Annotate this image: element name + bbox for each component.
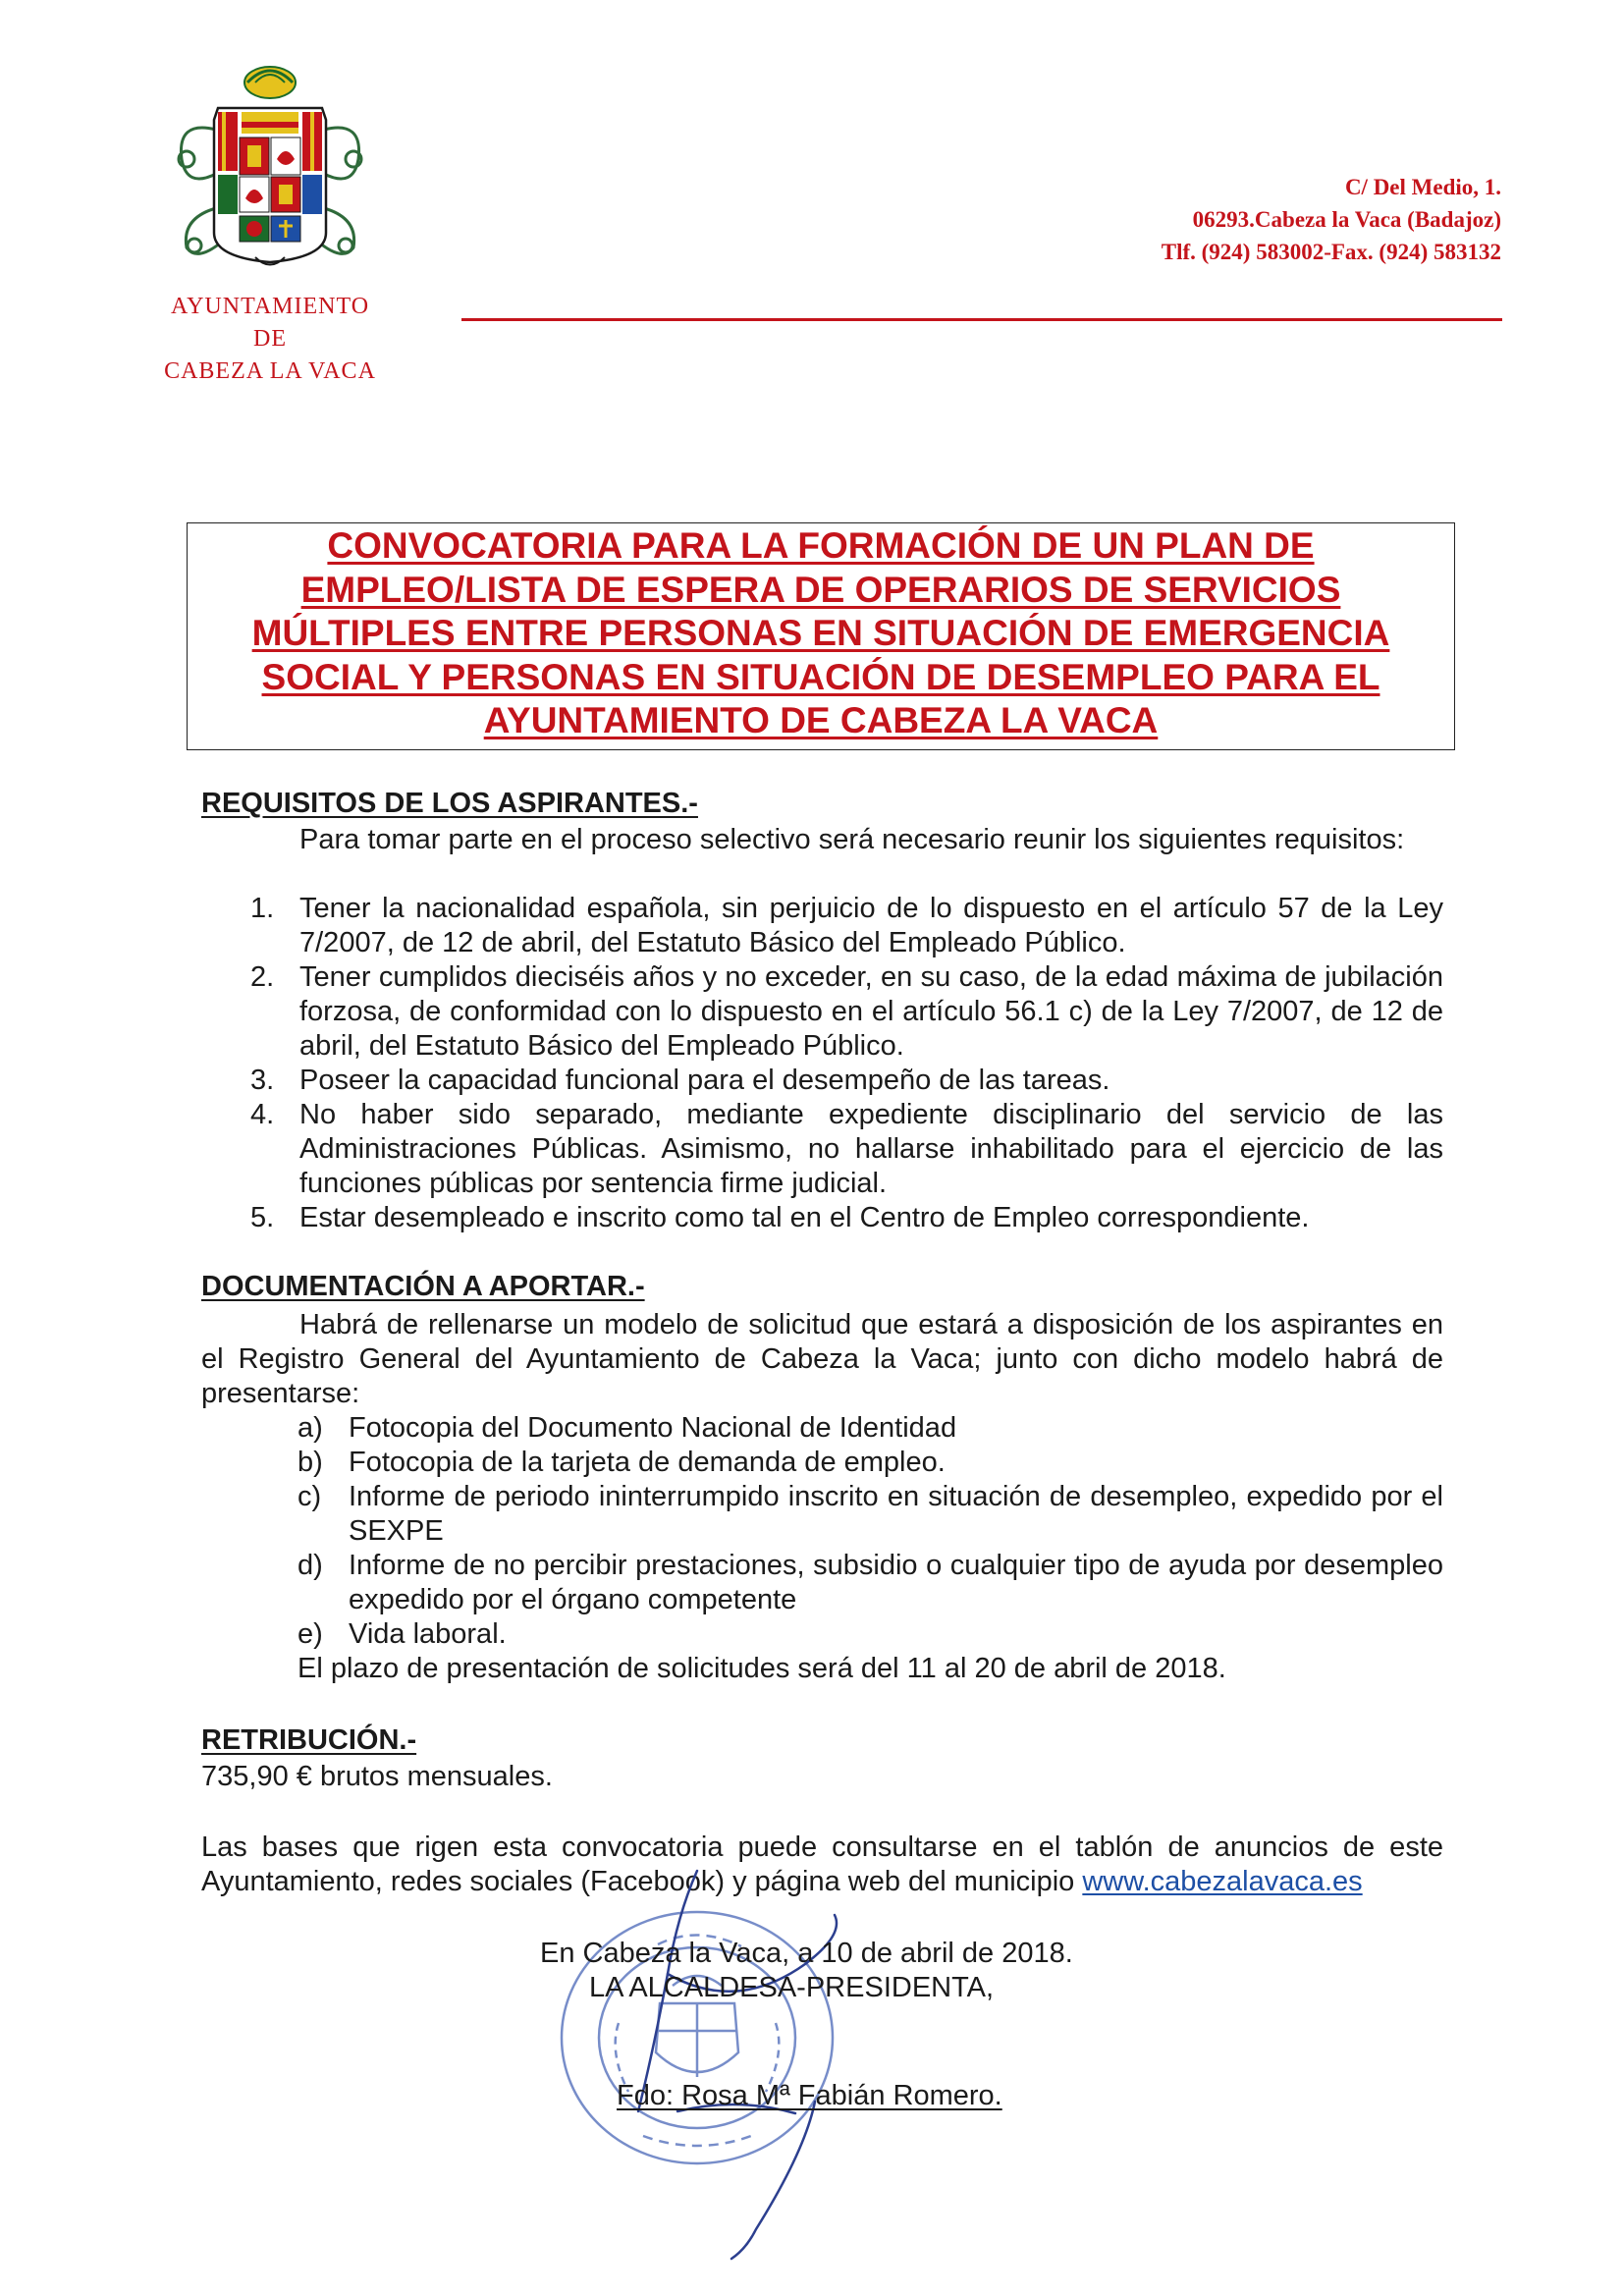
org-line-1: AYUNTAMIENTO (170, 294, 370, 319)
list-item-text: No haber sido separado, mediante expediente disciplinario del servicio de las Administraciones Públicas. Asimismo, no hallarse inhabilitado para el ejercicio de las funciones públicas por sentencia firme judicial. (299, 1099, 1443, 1199)
list-item-text: Fotocopia de la tarjeta de demanda de empleo. (349, 1447, 946, 1478)
list-item (201, 1411, 1443, 1446)
list-item-text: Tener cumplidos dieciséis años y no exceder, en su caso, de la edad máxima de jubilación forzosa, de conformidad con lo dispuesto en el artículo 56.1 c) de la Ley 7/2007, de 12 de abril, del Estatuto Básico del Empleado Público. (299, 961, 1443, 1062)
list-item-text: Fotocopia del Documento Nacional de Identidad (349, 1412, 957, 1444)
list-item-number: 1. (250, 893, 275, 924)
list-item-number: 3. (250, 1065, 275, 1096)
list-item-number: 5. (250, 1202, 275, 1233)
list-item-number: 4. (250, 1099, 275, 1130)
title-line-1: CONVOCATORIA PARA LA FORMACIÓN DE UN PLAN DE (327, 525, 1315, 566)
list-item-text: Vida laboral. (349, 1618, 507, 1650)
documentacion-intro: Habrá de rellenarse un modelo de solicitud que estará a disposición de los aspirantes en el Registro General del Ayuntamiento de Cabeza la Vaca; junto con dicho modelo habrá de presentarse: (201, 1309, 1443, 1409)
list-item (201, 892, 1443, 960)
document-title (187, 524, 1455, 743)
address-line-3: Tlf. (924) 583002-Fax. (924) 583132 (1161, 240, 1501, 264)
org-line-3: CABEZA LA VACA (164, 358, 376, 384)
list-item-text: Informe de periodo ininterrumpido inscrito en situación de desempleo, expedido por el SEXPE (349, 1481, 1443, 1547)
list-item (201, 1098, 1443, 1201)
org-line-2: DE (253, 326, 287, 352)
list-item-number: 2. (250, 961, 275, 993)
list-item-text: Poseer la capacidad funcional para el desempeño de las tareas. (299, 1065, 1110, 1096)
municipality-name (128, 291, 412, 388)
list-item-text: Estar desempleado e inscrito como tal en el Centro de Empleo correspondiente. (299, 1202, 1310, 1233)
list-item (201, 1201, 1443, 1235)
list-item-letter: b) (298, 1447, 323, 1478)
list-item-text: Tener la nacionalidad española, sin perjuicio de lo dispuesto en el artículo 57 de la Ley 7/2007, de 12 de abril, del Estatuto Básico del Empleado Público. (299, 893, 1443, 958)
section-heading-retribucion: RETRIBUCIÓN.- (201, 1724, 417, 1756)
list-item-letter: d) (298, 1550, 323, 1581)
handwritten-signature-icon (560, 1856, 913, 2269)
signatory-name: Fdo: Rosa Mª Fabián Romero. (617, 2080, 1002, 2111)
list-item-letter: e) (298, 1618, 323, 1650)
list-item-letter: c) (298, 1481, 322, 1512)
title-line-4: SOCIAL Y PERSONAS EN SITUACIÓN DE DESEMPLEO PARA EL (261, 656, 1380, 697)
section-heading-documentacion: DOCUMENTACIÓN A APORTAR.- (201, 1271, 645, 1302)
signatory-role: LA ALCALDESA-PRESIDENTA, (589, 1972, 995, 2003)
list-item-letter: a) (298, 1412, 323, 1444)
address-block (991, 171, 1501, 268)
requisitos-intro: Para tomar parte en el proceso selectivo será necesario reunir los siguientes requisitos: (299, 824, 1405, 855)
title-line-3: MÚLTIPLES ENTRE PERSONAS EN SITUACIÓN DE EMERGENCIA (251, 613, 1390, 653)
address-line-1: C/ Del Medio, 1. (1344, 175, 1501, 199)
coat-of-arms-icon (157, 61, 383, 277)
list-item (201, 1064, 1443, 1098)
municipal-website-link[interactable]: www.cabezalavaca.es (1082, 1866, 1363, 1897)
salary-amount: 735,90 € brutos mensuales. (201, 1761, 553, 1792)
list-item (201, 1617, 1443, 1652)
address-line-2: 06293.Cabeza la Vaca (Badajoz) (1192, 207, 1501, 232)
section-heading-requisitos: REQUISITOS DE LOS ASPIRANTES.- (201, 788, 698, 819)
list-item (201, 1446, 1443, 1480)
list-item (201, 960, 1443, 1064)
list-item (201, 1480, 1443, 1549)
plazo-text: El plazo de presentación de solicitudes será del 11 al 20 de abril de 2018. (298, 1653, 1226, 1684)
bases-text: Las bases que rigen esta convocatoria puede consultarse en el tablón de anuncios de este Ayuntamiento, redes sociales (Facebook) y página web del municipio (201, 1831, 1443, 1897)
header-divider (461, 318, 1502, 321)
list-item-text: Informe de no percibir prestaciones, subsidio o cualquier tipo de ayuda por desempleo expedido por el órgano competente (349, 1550, 1443, 1615)
list-item (201, 1549, 1443, 1617)
title-line-2: EMPLEO/LISTA DE ESPERA DE OPERARIOS DE SERVICIOS (300, 569, 1341, 610)
place-date: En Cabeza la Vaca, a 10 de abril de 2018. (540, 1938, 1073, 1969)
title-line-5: AYUNTAMIENTO DE CABEZA LA VACA (483, 700, 1159, 740)
